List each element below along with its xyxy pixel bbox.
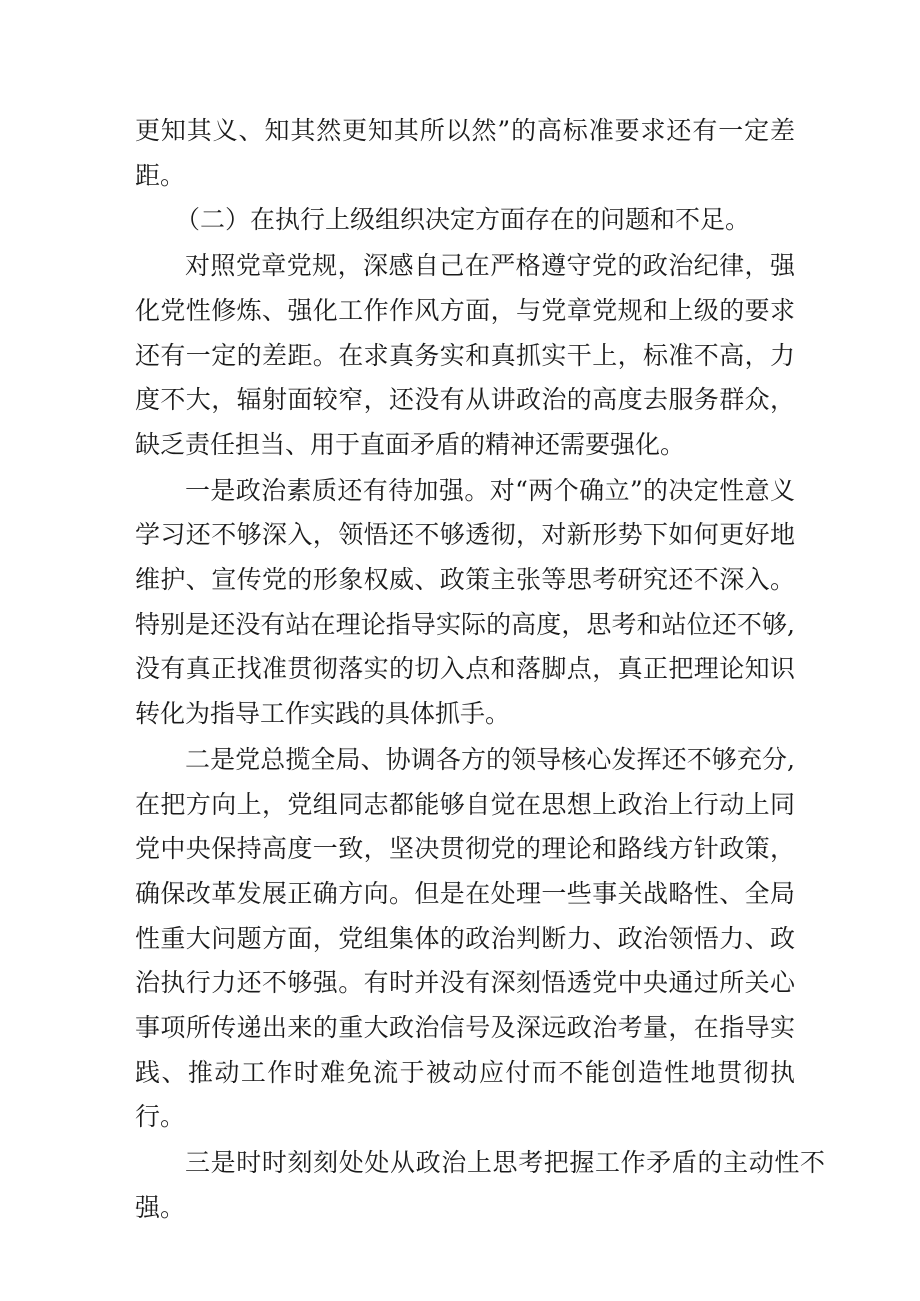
paragraph-point-three: 三是时时刻刻处处从政治上思考把握工作矛盾的主动性不强。 <box>135 1148 825 1222</box>
paragraph-point-two: 二是党总揽全局、协调各方的领导核心发挥还不够充分,在把方向上，党组同志都能够自觉在思想上政治上行动上同党中央保持高度一致，坚决贯彻党的理论和路线方针政策，确保改革发展正确方向。但是在处理一些事关战略性、全局性重大问题方面，党组集体的政治判断力、政治领悟力、政治执行力还不够强。有时并没有深刻悟透党中央通过所关心事项所传递出来的重大政治信号及深远政治考量，在指导实践、推动工作时难免流于被动应付而不能创造性地贯彻执行。 <box>135 744 795 1132</box>
paragraph-overview: 对照党章党规，深感自己在严格遵守党的政治纪律，强化党性修炼、强化工作作风方面，与党章党规和上级的要求还有一定的差距。在求真务实和真抓实干上，标准不高，力度不大，辐射面较窄，还没有从讲政治的高度去服务群众，缺乏责任担当、用于直面矛盾的精神还需要强化。 <box>135 251 795 459</box>
paragraph-point-one: 一是政治素质还有待加强。对“两个确立”的决定性意义学习还不够深入，领悟还不够透彻，对新形势下如何更好地维护、宣传党的形象权威、政策主张等思考研究还不深入。特别是还没有站在理论指导实际的高度，思考和站位还不够,没有真正找准贯彻落实的切入点和落脚点，真正把理论知识转化为指导工作实践的具体抓手。 <box>135 475 795 729</box>
section-heading: （二）在执行上级组织决定方面存在的问题和不足。 <box>175 205 751 235</box>
paragraph-continuation: 更知其义、知其然更知其所以然”的高标准要求还有一定差距。 <box>135 116 795 190</box>
document-body <box>135 109 825 1231</box>
